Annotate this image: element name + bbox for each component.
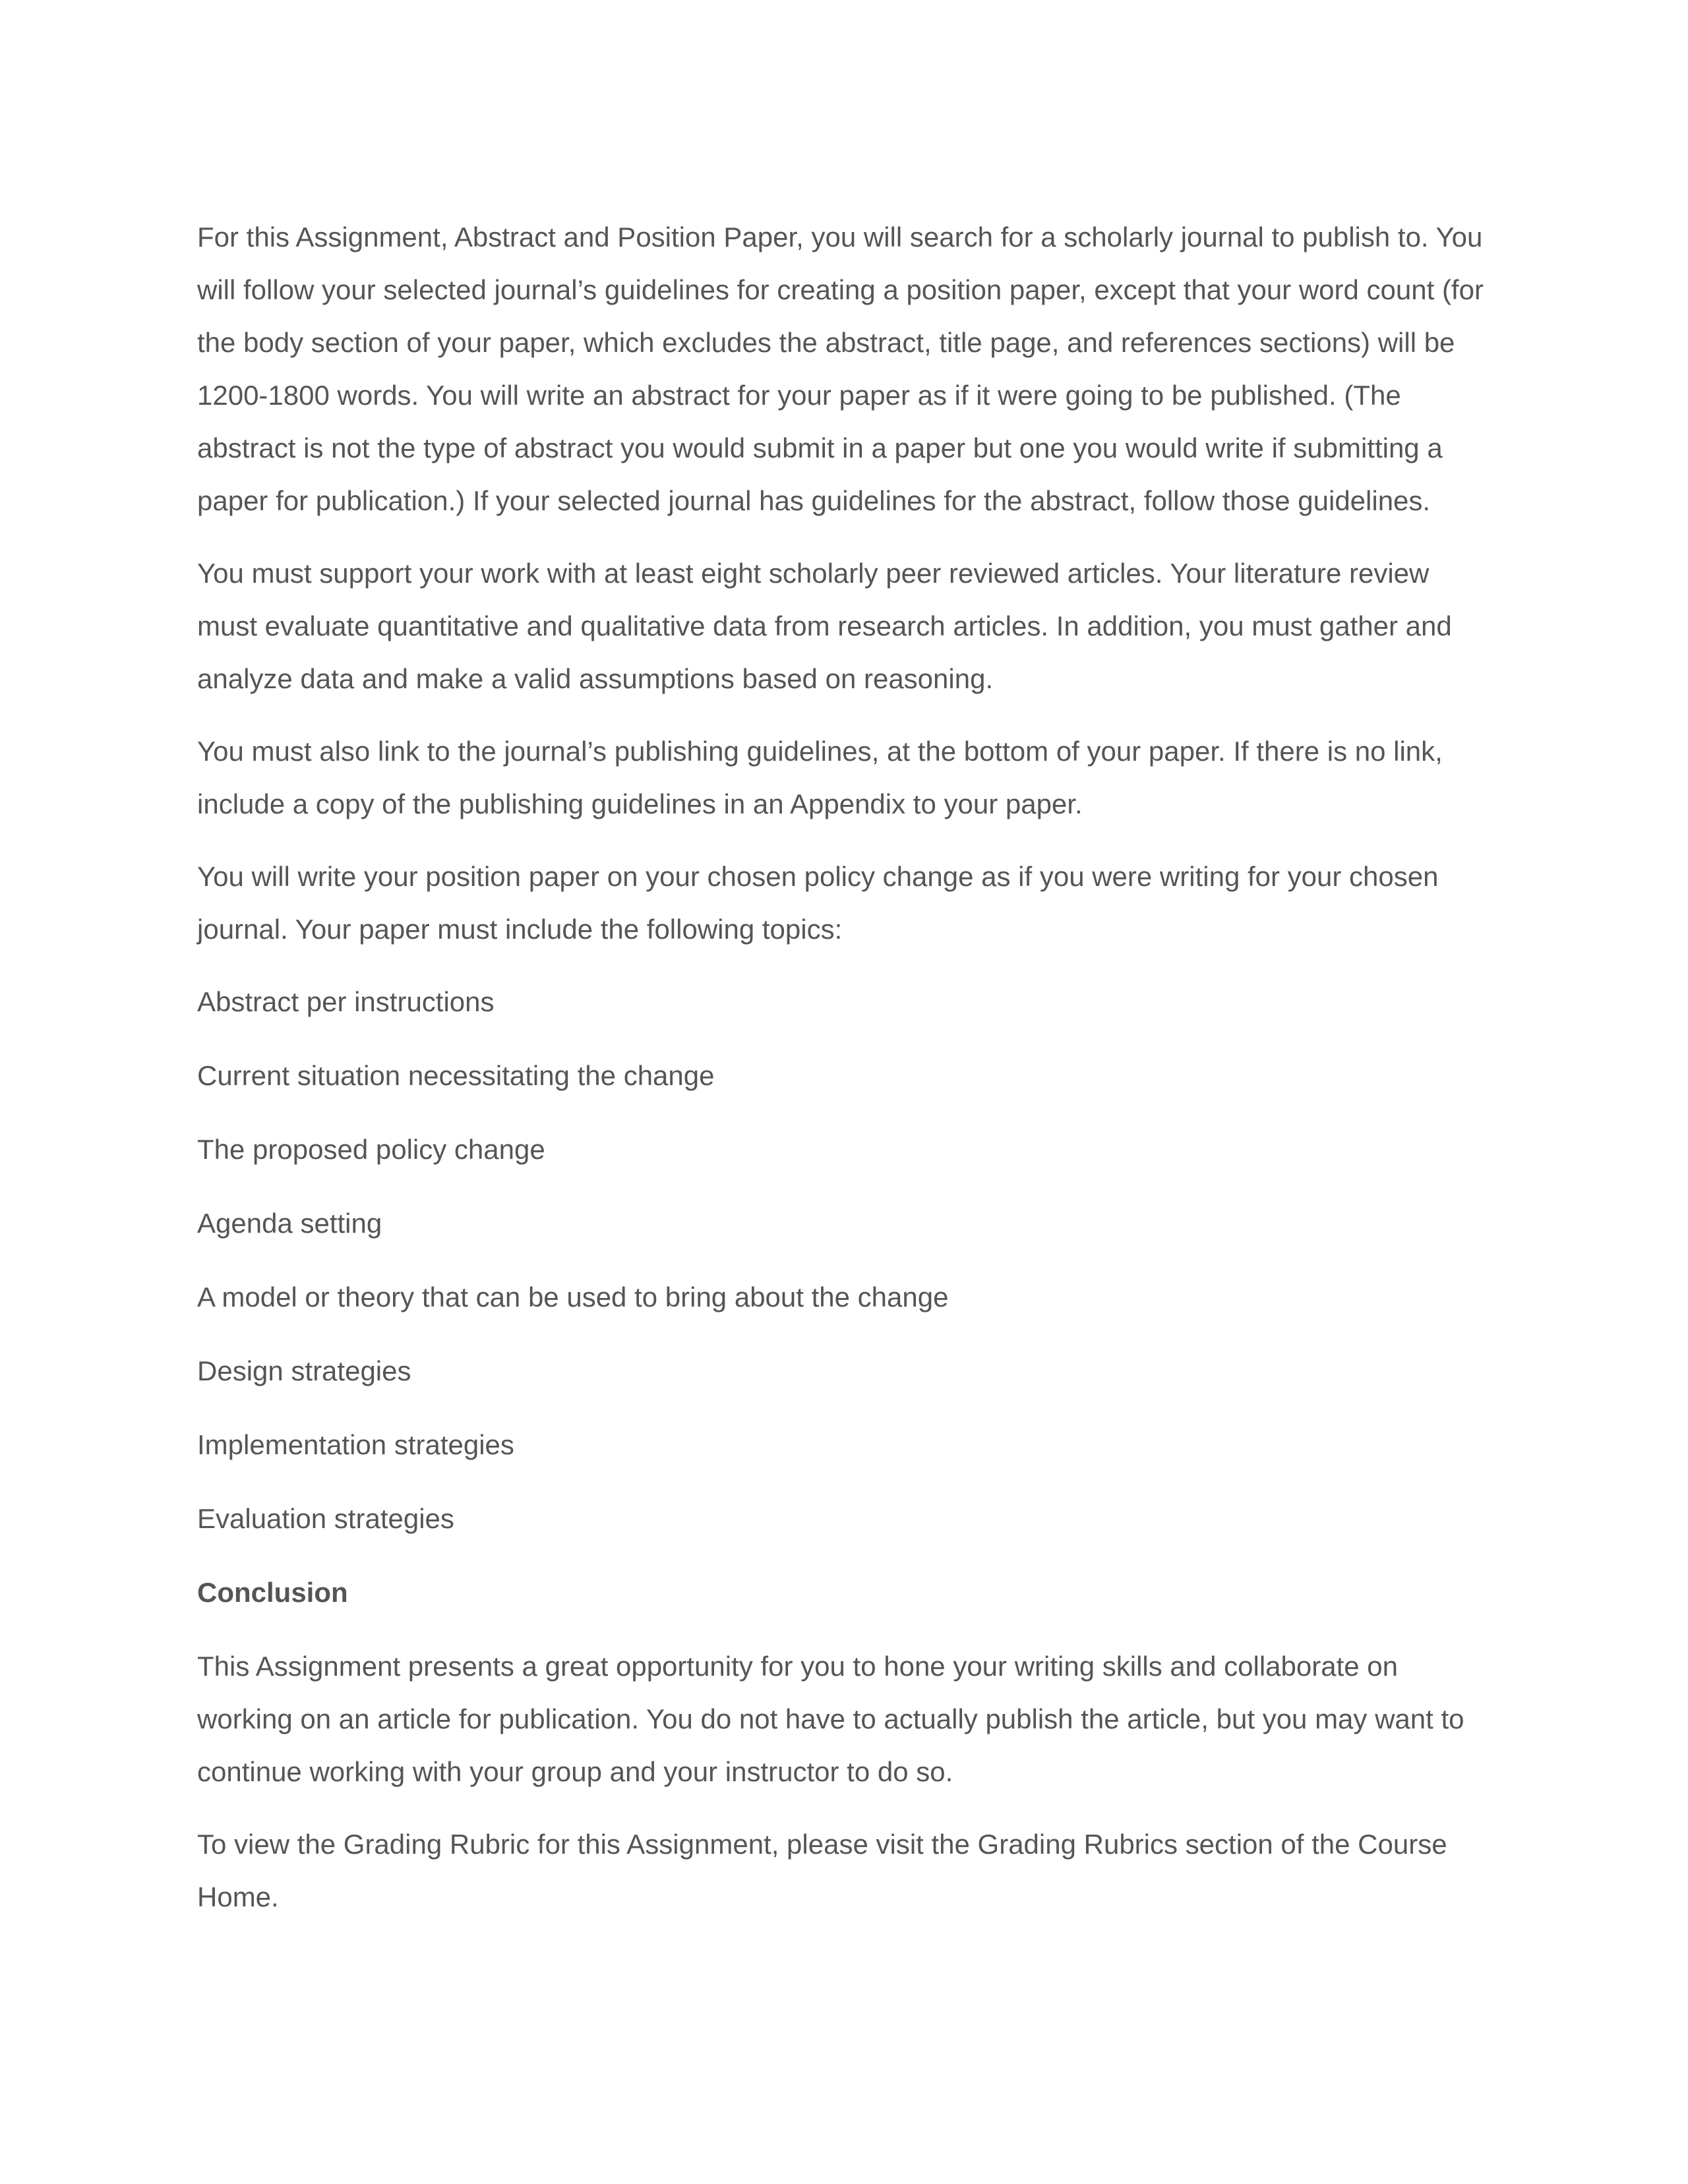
topic-item: Current situation necessitating the change bbox=[197, 1060, 715, 1091]
paragraph-conclusion: This Assignment presents a great opportunity for you to hone your writing skills and collaborate on working on an article for publication. You do not have to actually publish the article, but you may want to continue working with your group and your instructor to do so. bbox=[197, 1651, 1464, 1787]
paragraph-grading-rubric: To view the Grading Rubric for this Assignment, please visit the Grading Rubrics section of the Course Home. bbox=[197, 1829, 1447, 1912]
topic-item: A model or theory that can be used to bring about the change bbox=[197, 1282, 949, 1313]
paragraph-publishing-guidelines: You must also link to the journal’s publishing guidelines, at the bottom of your paper. If there is no link, include a copy of the publishing guidelines in an Appendix to your paper. bbox=[197, 736, 1443, 819]
document-body bbox=[197, 211, 1490, 1943]
paragraph-topics-intro: You will write your position paper on your chosen policy change as if you were writing for your chosen journal. Your paper must include the following topics: bbox=[197, 861, 1439, 945]
topic-item: Design strategies bbox=[197, 1355, 411, 1386]
topic-item: Abstract per instructions bbox=[197, 986, 495, 1017]
conclusion-heading: Conclusion bbox=[197, 1577, 348, 1608]
paragraph-intro: For this Assignment, Abstract and Position Paper, you will search for a scholarly journal to publish to. You will follow your selected journal’s guidelines for creating a position paper, except that your word count (for the body section of your paper, which excludes the abstract, title page, and references sections) will be 1200-1800 words. You will write an abstract for your paper as if it were going to be published. (The abstract is not the type of abstract you would submit in a paper but one you would write if submitting a paper for publication.) If your selected journal has guidelines for the abstract, follow those guidelines. bbox=[197, 221, 1484, 516]
topic-item: Evaluation strategies bbox=[197, 1503, 454, 1534]
paragraph-literature-review: You must support your work with at least eight scholarly peer reviewed articles. Your literature review must evaluate quantitative and qualitative data from research articles. In addition, you must gather and analyze data and make a valid assumptions based on reasoning. bbox=[197, 558, 1452, 694]
topic-item: The proposed policy change bbox=[197, 1134, 545, 1165]
topic-item: Implementation strategies bbox=[197, 1429, 514, 1460]
topic-item: Agenda setting bbox=[197, 1208, 382, 1239]
